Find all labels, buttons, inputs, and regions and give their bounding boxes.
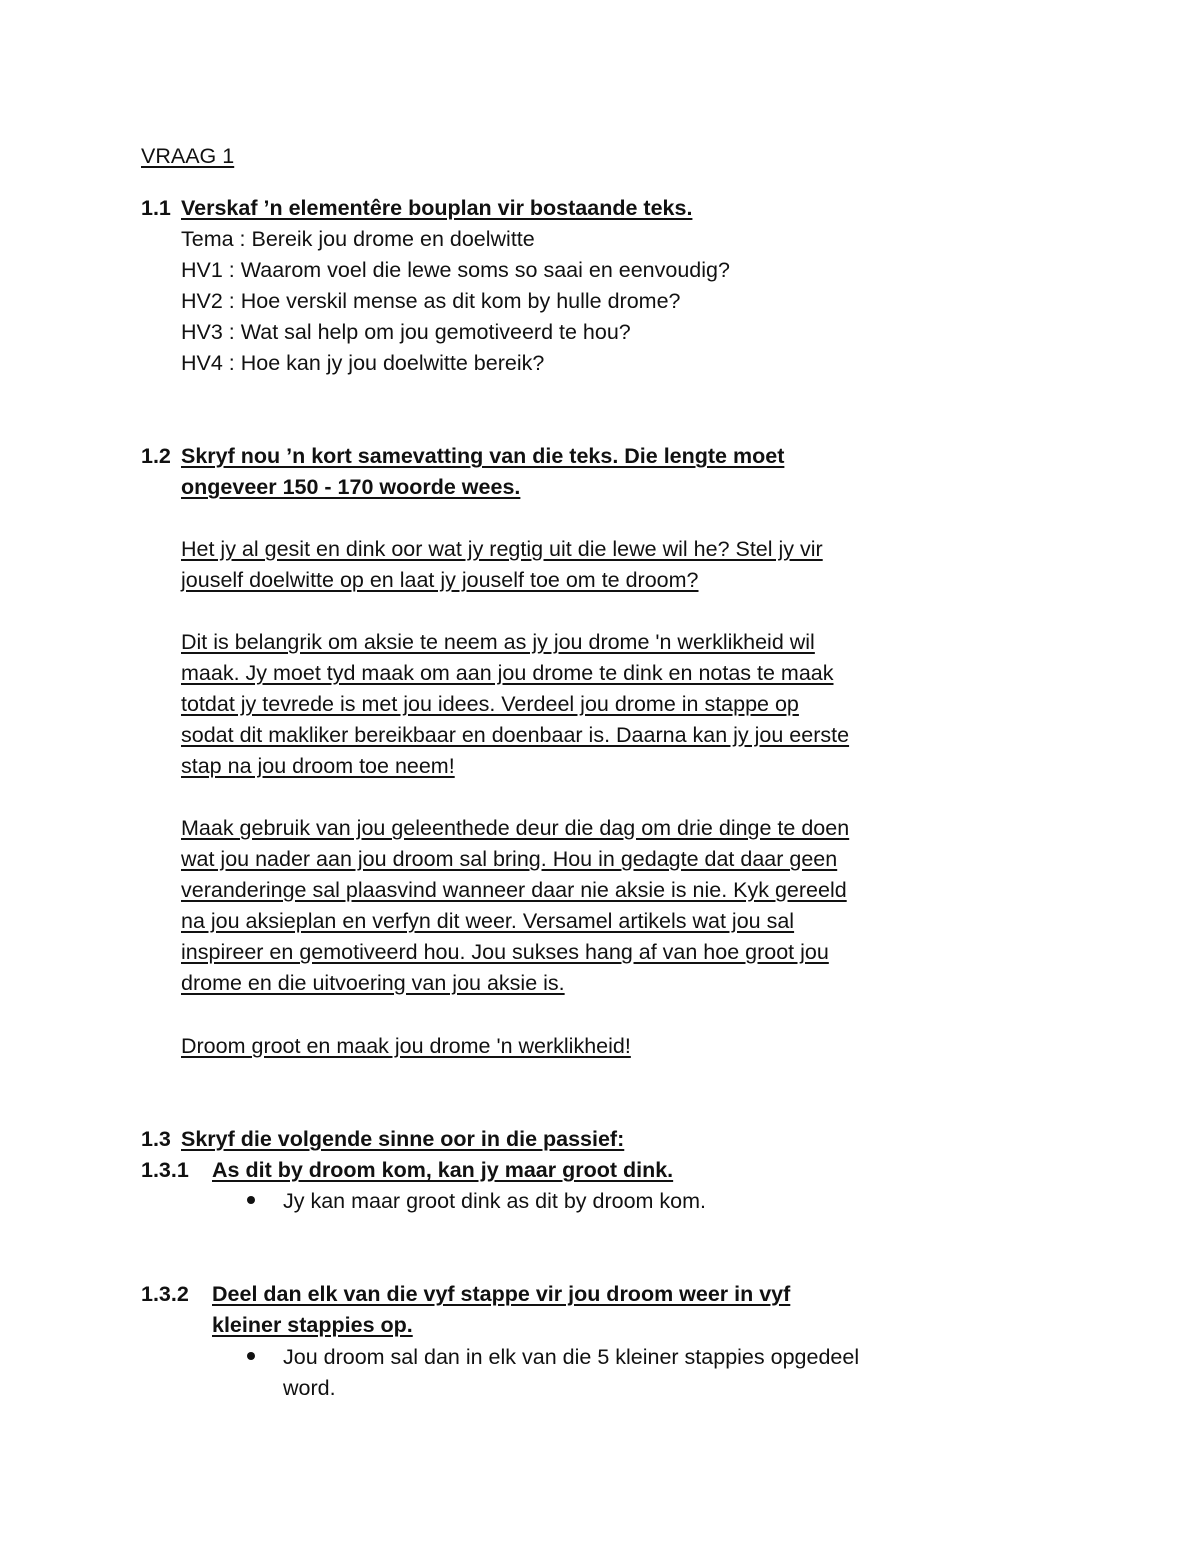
summary-line: na jou aksieplan en verfyn dit weer. Versamel artikels wat jou sal xyxy=(181,909,795,933)
answer-1-3-2-line: Jou droom sal dan in elk van die 5 kleiner stappies opgedeel xyxy=(283,1345,860,1369)
question-1-1-prompt: Verskaf ’n elementêre bouplan vir bostaande teks. xyxy=(181,196,693,220)
question-1-3-2-prompt-line: kleiner stappies op. xyxy=(212,1313,413,1337)
summary-line: veranderinge sal plaasvind wanneer daar nie aksie is nie. Kyk gereeld xyxy=(181,878,847,902)
bouplan-line: Tema : Bereik jou drome en doelwitte xyxy=(181,227,535,251)
bullet-icon xyxy=(247,1352,255,1360)
question-1-3-prompt: Skryf die volgende sinne oor in die passief: xyxy=(181,1127,625,1151)
summary-line: Dit is belangrik om aksie te neem as jy jou drome 'n werklikheid wil xyxy=(181,630,815,654)
page-heading: VRAAG 1 xyxy=(141,144,235,168)
bouplan-line: HV4 : Hoe kan jy jou doelwitte bereik? xyxy=(181,351,545,375)
answer-1-3-1: Jy kan maar groot dink as dit by droom kom. xyxy=(283,1189,707,1213)
summary-line: drome en die uitvoering van jou aksie is. xyxy=(181,971,565,995)
summary-line: Het jy al gesit en dink oor wat jy regtig uit die lewe wil he? Stel jy vir xyxy=(181,537,823,561)
summary-line: sodat dit makliker bereikbaar en doenbaar is. Daarna kan jy jou eerste xyxy=(181,723,850,747)
summary-line: totdat jy tevrede is met jou idees. Verdeel jou drome in stappe op xyxy=(181,692,799,716)
question-1-2-prompt-line: ongeveer 150 - 170 woorde wees. xyxy=(181,475,521,499)
bullet-icon xyxy=(247,1196,255,1204)
summary-line: inspireer en gemotiveerd hou. Jou sukses hang af van hoe groot jou xyxy=(181,940,829,964)
question-1-3-1-number: 1.3.1 xyxy=(141,1158,189,1182)
question-1-2-prompt-line: Skryf nou ’n kort samevatting van die teks. Die lengte moet xyxy=(181,444,785,468)
question-1-1-number: 1.1 xyxy=(141,196,171,220)
summary-line: jouself doelwitte op en laat jy jouself toe om te droom? xyxy=(181,568,699,592)
answer-1-3-2-line: word. xyxy=(283,1376,336,1400)
question-1-2-number: 1.2 xyxy=(141,444,171,468)
summary-line: maak. Jy moet tyd maak om aan jou drome te dink en notas te maak xyxy=(181,661,834,685)
question-1-3-2-prompt-line: Deel dan elk van die vyf stappe vir jou droom weer in vyf xyxy=(212,1282,791,1306)
summary-line: stap na jou droom toe neem! xyxy=(181,754,455,778)
bouplan-line: HV1 : Waarom voel die lewe soms so saai en eenvoudig? xyxy=(181,258,730,282)
bouplan-line: HV3 : Wat sal help om jou gemotiveerd te hou? xyxy=(181,320,631,344)
bouplan-line: HV2 : Hoe verskil mense as dit kom by hulle drome? xyxy=(181,289,681,313)
question-1-3-2-number: 1.3.2 xyxy=(141,1282,189,1306)
summary-line: wat jou nader aan jou droom sal bring. Hou in gedagte dat daar geen xyxy=(181,847,838,871)
summary-line: Droom groot en maak jou drome 'n werklikheid! xyxy=(181,1034,631,1058)
question-1-3-number: 1.3 xyxy=(141,1127,171,1151)
question-1-3-1-prompt: As dit by droom kom, kan jy maar groot dink. xyxy=(212,1158,674,1182)
summary-line: Maak gebruik van jou geleenthede deur die dag om drie dinge te doen xyxy=(181,816,850,840)
